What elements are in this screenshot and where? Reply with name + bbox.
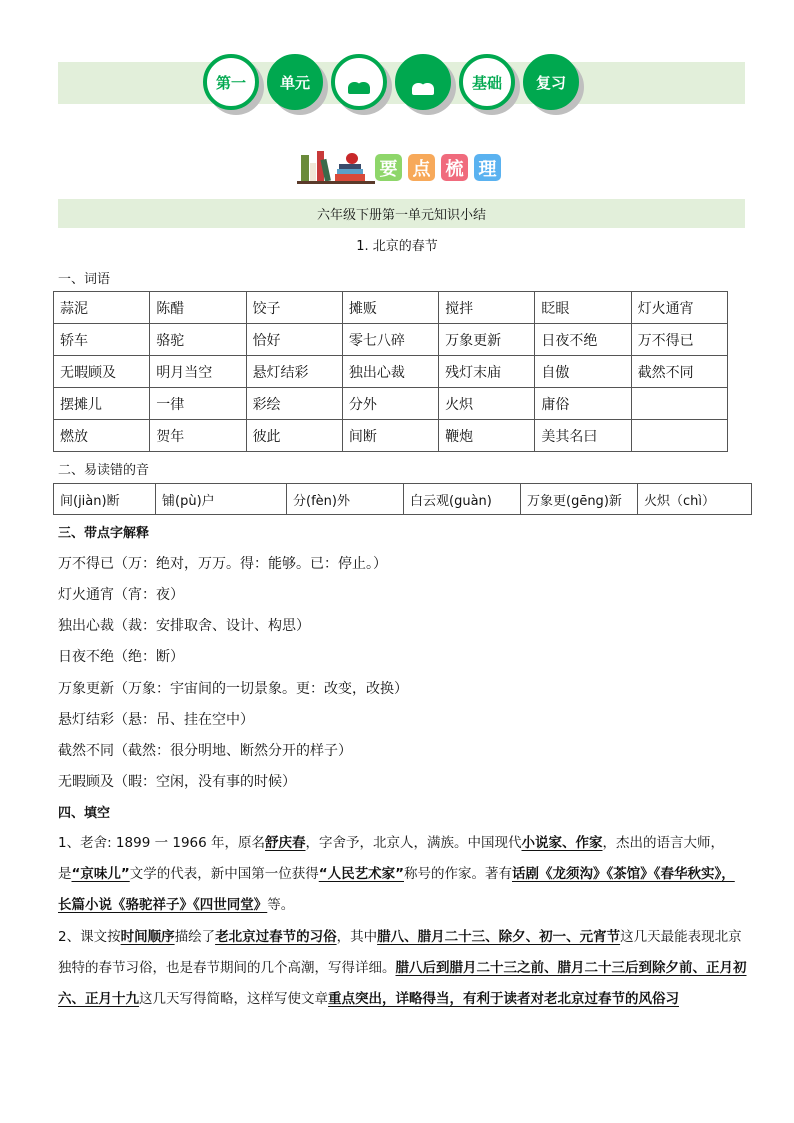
paragraph-text: 2、课文按 — [58, 929, 121, 945]
circle-ji-chu — [459, 54, 515, 110]
vocab-cell — [631, 388, 727, 420]
answer-text: 重点突出，详略得当，有利于读者对老北京过春节的风俗习 — [328, 991, 679, 1007]
circle-cloud-outline — [331, 54, 387, 110]
vocab-cell: 自傲 — [535, 356, 631, 388]
vocab-cell: 零七八碎 — [342, 324, 438, 356]
pron-cell: 间(jiàn)断 — [54, 484, 156, 515]
vocab-cell: 恰好 — [246, 324, 342, 356]
vocab-cell: 明月当空 — [150, 356, 246, 388]
answer-text: 老北京过春节的习俗 — [215, 929, 337, 945]
section-fill-heading: 四、填空 — [58, 806, 111, 821]
paragraph-text: ，杰出的语言大师，是 — [58, 835, 725, 882]
paragraph-text: 等。 — [267, 897, 295, 913]
paragraph-text: 描绘了 — [174, 929, 216, 945]
pron-cell: 铺(pù)户 — [156, 484, 287, 515]
vocab-cell: 截然不同 — [631, 356, 727, 388]
paragraph-text: 称号的作家。著有 — [404, 866, 512, 882]
section-vocab-heading: 一、词语 — [58, 272, 111, 287]
explanation-item: 万象更新（万象：宇宙间的一切景象。更：改变，改换） — [58, 681, 408, 697]
pron-cell: 白云观(guàn) — [404, 484, 521, 515]
table-row — [54, 324, 728, 356]
answer-text: 腊八、腊月二十三、除夕、初一、元宵节 — [377, 929, 621, 945]
vocab-cell: 贺年 — [150, 420, 246, 452]
table-row — [54, 484, 752, 515]
cloud-icon — [412, 83, 434, 95]
vocab-cell: 骆驼 — [150, 324, 246, 356]
key-points-tiles — [375, 154, 501, 181]
pronunciation-table — [53, 483, 752, 515]
vocab-cell: 万象更新 — [439, 324, 535, 356]
paragraph-text: 这几天最能表现北京独特的春节习俗，也是春节期间的几个高潮，写得详细。 — [58, 929, 742, 976]
vocab-cell: 陈醋 — [150, 292, 246, 324]
circle-cloud-filled — [395, 54, 451, 110]
circle-label: 复习 — [535, 73, 566, 92]
vocab-cell: 彩绘 — [246, 388, 342, 420]
key-points-heading — [297, 146, 501, 184]
explanation-item: 万不得已（万：绝对，万万。得：能够。已：停止。） — [58, 556, 387, 572]
answer-text: 小说家、作家 — [521, 835, 603, 851]
answer-text: “京味儿” — [71, 866, 130, 882]
vocab-cell: 轿车 — [54, 324, 150, 356]
vocab-cell: 火炽 — [439, 388, 535, 420]
answer-text: 舒庆春 — [265, 835, 306, 851]
circle-di-yi — [203, 54, 259, 110]
vocab-cell: 庸俗 — [535, 388, 631, 420]
section-pron-heading: 二、易读错的音 — [58, 463, 150, 478]
vocab-cell: 灯火通宵 — [631, 292, 727, 324]
tile-yao: 要 — [375, 154, 402, 181]
table-row — [54, 292, 728, 324]
circle-fu-xi — [523, 54, 579, 110]
summary-title: 六年级下册第一单元知识小结 — [316, 208, 486, 223]
vocab-cell: 间断 — [342, 420, 438, 452]
circle-label: 单元 — [279, 73, 310, 92]
cloud-icon — [348, 82, 370, 94]
pron-cell: 万象更(gēng)新 — [521, 484, 638, 515]
vocab-cell: 彼此 — [246, 420, 342, 452]
answer-text: 话剧《龙须沟》《茶馆》《春华秋实》，长篇小说《骆驼祥子》《四世同堂》 — [58, 866, 735, 913]
vocab-cell: 搅拌 — [439, 292, 535, 324]
explanation-item: 灯火通宵（宵：夜） — [58, 587, 184, 603]
tile-shu: 梳 — [441, 154, 468, 181]
vocab-cell: 无暇顾及 — [54, 356, 150, 388]
circle-dan-yuan — [267, 54, 323, 110]
tile-li: 理 — [474, 154, 501, 181]
vocab-cell: 美其名曰 — [535, 420, 631, 452]
explanation-item: 日夜不绝（绝：断） — [58, 649, 184, 665]
paragraph-text: ，其中 — [336, 929, 378, 945]
vocab-cell: 摊贩 — [342, 292, 438, 324]
vocab-cell: 残灯末庙 — [439, 356, 535, 388]
pron-cell: 分(fèn)外 — [287, 484, 404, 515]
vocab-cell: 饺子 — [246, 292, 342, 324]
fill-paragraph-1 — [58, 828, 748, 921]
vocab-cell: 万不得已 — [631, 324, 727, 356]
tile-dian: 点 — [408, 154, 435, 181]
explanation-item: 无暇顾及（暇：空闲，没有事的时候） — [58, 774, 296, 790]
table-row — [54, 420, 728, 452]
paragraph-text: 1、老舍: 1899 一 1966 年，原名 — [58, 835, 266, 851]
paragraph-text: 文学的代表，新中国第一位获得 — [129, 866, 319, 882]
explanation-item: 独出心裁（裁：安排取舍、设计、构思） — [58, 618, 310, 634]
vocab-table — [53, 291, 728, 452]
vocab-cell: 燃放 — [54, 420, 150, 452]
answer-text: 时间顺序 — [120, 929, 175, 945]
vocab-cell: 眨眼 — [535, 292, 631, 324]
paragraph-text: 这几天写得简略，这样写使文章 — [139, 991, 328, 1007]
vocab-cell: 悬灯结彩 — [246, 356, 342, 388]
explanation-item: 截然不同（截然：很分明地、断然分开的样子） — [58, 743, 352, 759]
circle-label: 第一 — [215, 73, 246, 92]
summary-title-bar — [58, 199, 745, 228]
vocab-cell: 分外 — [342, 388, 438, 420]
vocab-cell: 独出心裁 — [342, 356, 438, 388]
vocab-cell — [631, 420, 727, 452]
fill-paragraph-2 — [58, 922, 748, 1015]
explanation-item: 悬灯结彩（悬：吊、挂在空中） — [58, 712, 254, 728]
table-row — [54, 388, 728, 420]
answer-text: 腊八后到腊月二十三之前、腊月二十三后到除夕前、正月初六、正月十九 — [58, 960, 747, 1007]
books-icon — [297, 148, 369, 184]
vocab-cell: 一律 — [150, 388, 246, 420]
circle-label: 基础 — [471, 73, 502, 92]
pron-cell: 火炽（chì） — [638, 484, 752, 515]
section-expl-heading: 三、带点字解释 — [58, 526, 150, 541]
vocab-cell: 鞭炮 — [439, 420, 535, 452]
vocab-cell: 日夜不绝 — [535, 324, 631, 356]
lesson-title: 1. 北京的春节 — [356, 239, 438, 254]
paragraph-text: ，字舍予，北京人，满族。中国现代 — [305, 835, 522, 851]
vocab-cell: 摆摊儿 — [54, 388, 150, 420]
table-row — [54, 356, 728, 388]
answer-text: “人民艺术家” — [318, 866, 404, 882]
vocab-cell: 蒜泥 — [54, 292, 150, 324]
